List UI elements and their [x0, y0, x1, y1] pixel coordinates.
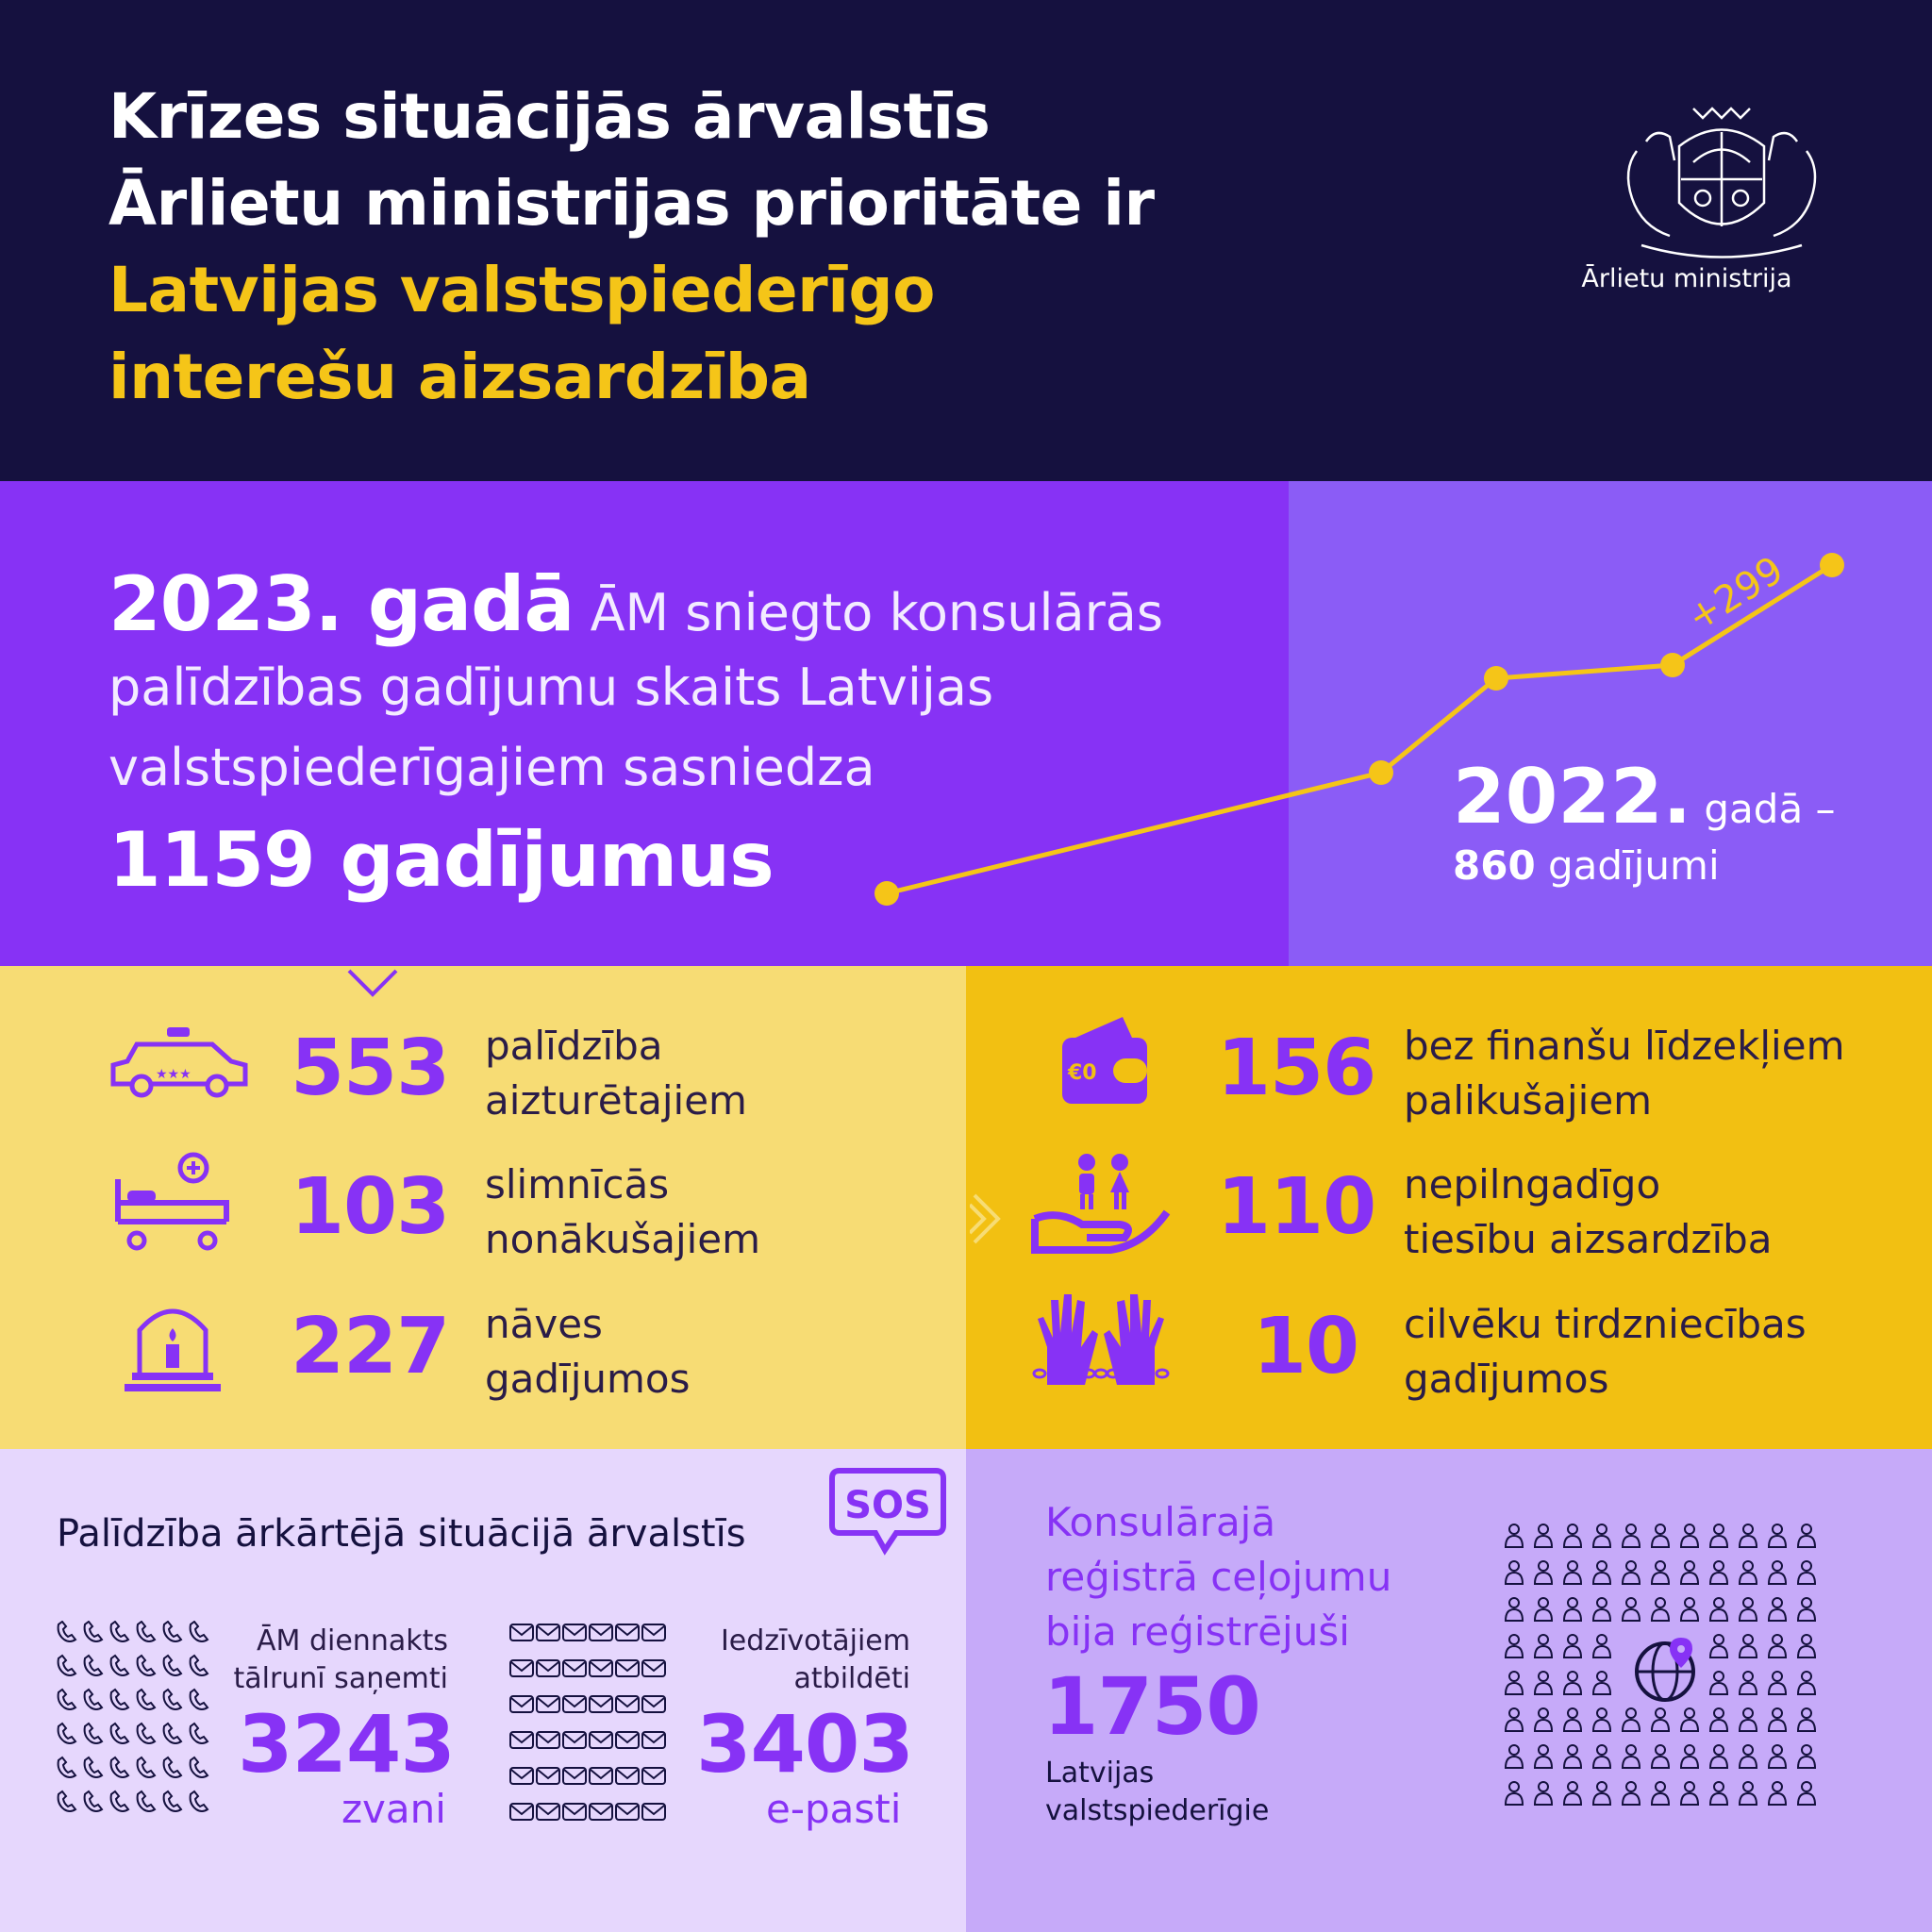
- person-icon: [1506, 1745, 1523, 1768]
- person-icon: [1593, 1635, 1610, 1657]
- phone-icon: [164, 1757, 181, 1777]
- phone-icon: [191, 1622, 208, 1641]
- person-icon: [1623, 1524, 1640, 1547]
- phone-icon: [111, 1757, 128, 1777]
- email-icon: [616, 1732, 639, 1748]
- previous-year-summary: 2022. gadā – 860 gadījumi: [1453, 753, 1836, 889]
- person-icon: [1535, 1782, 1552, 1805]
- svg-text:SOS: SOS: [844, 1484, 931, 1527]
- trend-point: [1820, 553, 1844, 577]
- person-icon: [1593, 1598, 1610, 1621]
- trend-point: [1484, 666, 1508, 691]
- coat-of-arms-icon: [1604, 94, 1840, 264]
- email-icon: [616, 1660, 639, 1676]
- case-label: nepilngadīgo tiesību aizsardzība: [1404, 1161, 1773, 1262]
- phone-icon: [85, 1724, 102, 1743]
- phone-icon: [138, 1757, 155, 1777]
- person-icon: [1740, 1598, 1757, 1621]
- email-icon: [563, 1768, 586, 1784]
- children-in-hand-icon: [1030, 1151, 1172, 1259]
- email-icon: [590, 1660, 612, 1676]
- person-icon: [1798, 1524, 1815, 1547]
- email-icon: [510, 1768, 533, 1784]
- person-icon: [1681, 1745, 1698, 1768]
- person-icon: [1506, 1708, 1523, 1731]
- person-icon: [1564, 1561, 1581, 1584]
- wallet-icon: [1057, 1009, 1160, 1113]
- phone-icon: [191, 1757, 208, 1777]
- person-icon: [1564, 1782, 1581, 1805]
- phone-icon: [164, 1690, 181, 1709]
- case-count: 553: [291, 1024, 450, 1113]
- person-icon: [1740, 1524, 1757, 1547]
- email-icon: [537, 1660, 559, 1676]
- person-icon: [1769, 1672, 1786, 1694]
- email-icon: [510, 1804, 533, 1820]
- email-icon: [590, 1624, 612, 1641]
- hospital-bed-icon: [113, 1151, 236, 1255]
- case-label: bez finanšu līdzekļiem palikušajiem: [1404, 1023, 1845, 1124]
- emails-value: 3403: [696, 1698, 913, 1790]
- person-icon: [1798, 1745, 1815, 1768]
- phone-icon: [85, 1656, 102, 1675]
- phone-icon: [164, 1791, 181, 1811]
- email-icon: [537, 1624, 559, 1641]
- registry-title: Konsulārajā reģistrā ceļojumu bija reģistrējuši: [1045, 1499, 1392, 1655]
- person-icon: [1769, 1598, 1786, 1621]
- person-icon: [1593, 1708, 1610, 1731]
- email-icon: [537, 1804, 559, 1820]
- person-icon: [1710, 1524, 1727, 1547]
- globe-pin-icon: [1637, 1638, 1693, 1700]
- email-icon: [616, 1624, 639, 1641]
- person-icon: [1710, 1598, 1727, 1621]
- summary-line-3: valstspiederīgajiem sasniedza: [108, 738, 875, 797]
- registry-subtitle: Latvijas valstspiederīgie: [1045, 1757, 1270, 1827]
- emails-label: Iedzīvotājiem atbildēti: [720, 1624, 910, 1695]
- phone-icon: [58, 1791, 75, 1811]
- email-icon: [642, 1696, 665, 1712]
- person-icon: [1652, 1745, 1669, 1768]
- phone-icon: [111, 1622, 128, 1641]
- person-icon: [1535, 1635, 1552, 1657]
- person-icon: [1798, 1782, 1815, 1805]
- case-count: 227: [291, 1302, 450, 1391]
- email-icon: [590, 1804, 612, 1820]
- person-icon: [1623, 1708, 1640, 1731]
- person-icon: [1652, 1561, 1669, 1584]
- person-icon: [1652, 1782, 1669, 1805]
- police-car-icon: [108, 1024, 250, 1099]
- phone-icon: [138, 1791, 155, 1811]
- case-count: 10: [1253, 1302, 1359, 1391]
- phone-icon: [191, 1724, 208, 1743]
- person-icon: [1652, 1524, 1669, 1547]
- person-icon: [1652, 1598, 1669, 1621]
- phone-icon: [111, 1690, 128, 1709]
- person-icon: [1740, 1782, 1757, 1805]
- email-grid-icon: [509, 1623, 670, 1821]
- chevron-right-icon: [970, 1191, 1004, 1247]
- phone-icon: [164, 1724, 181, 1743]
- person-icon: [1593, 1782, 1610, 1805]
- phone-icon: [85, 1791, 102, 1811]
- svg-text:★★★: ★★★: [156, 1067, 192, 1082]
- email-icon: [563, 1624, 586, 1641]
- emails-unit: e-pasti: [766, 1786, 902, 1832]
- person-icon: [1593, 1745, 1610, 1768]
- email-icon: [563, 1696, 586, 1712]
- phone-icon: [85, 1757, 102, 1777]
- email-icon: [537, 1768, 559, 1784]
- email-icon: [616, 1768, 639, 1784]
- person-icon: [1623, 1598, 1640, 1621]
- email-icon: [563, 1804, 586, 1820]
- phone-icon: [138, 1724, 155, 1743]
- person-icon: [1740, 1635, 1757, 1657]
- phone-icon: [191, 1690, 208, 1709]
- phone-icon: [85, 1690, 102, 1709]
- person-icon: [1535, 1524, 1552, 1547]
- headline-line-4: interešu aizsardzība: [108, 341, 811, 413]
- email-icon: [563, 1660, 586, 1676]
- person-icon: [1564, 1524, 1581, 1547]
- person-icon: [1535, 1561, 1552, 1584]
- person-icon: [1593, 1524, 1610, 1547]
- person-icon: [1652, 1708, 1669, 1731]
- email-icon: [510, 1696, 533, 1712]
- sos-bubble-icon: [828, 1467, 947, 1557]
- email-icon: [642, 1732, 665, 1748]
- logo-caption: Ārlietu ministrija: [1581, 264, 1792, 293]
- person-icon: [1564, 1672, 1581, 1694]
- person-icon: [1506, 1524, 1523, 1547]
- person-icon: [1535, 1708, 1552, 1731]
- email-icon: [616, 1696, 639, 1712]
- person-icon: [1623, 1782, 1640, 1805]
- case-label: slimnīcās nonākušajiem: [485, 1161, 761, 1262]
- person-icon: [1710, 1745, 1727, 1768]
- summary-line-1: 2023. gadā ĀM sniegto konsulārās: [108, 560, 1163, 648]
- people-grid-icon: [1502, 1519, 1828, 1830]
- person-icon: [1798, 1598, 1815, 1621]
- email-icon: [537, 1696, 559, 1712]
- phone-icon: [58, 1724, 75, 1743]
- person-icon: [1535, 1598, 1552, 1621]
- trend-point: [1369, 760, 1393, 785]
- person-icon: [1740, 1745, 1757, 1768]
- person-icon: [1681, 1782, 1698, 1805]
- person-icon: [1506, 1635, 1523, 1657]
- person-icon: [1564, 1635, 1581, 1657]
- calls-value: 3243: [238, 1698, 455, 1790]
- person-icon: [1535, 1745, 1552, 1768]
- person-icon: [1798, 1561, 1815, 1584]
- person-icon: [1769, 1635, 1786, 1657]
- person-icon: [1593, 1561, 1610, 1584]
- person-icon: [1535, 1672, 1552, 1694]
- person-icon: [1798, 1635, 1815, 1657]
- person-icon: [1681, 1598, 1698, 1621]
- svg-text:€0: €0: [1068, 1061, 1097, 1085]
- person-icon: [1564, 1708, 1581, 1731]
- phone-icon: [191, 1791, 208, 1811]
- case-count: 103: [291, 1162, 450, 1252]
- emergency-title: Palīdzība ārkārtējā situācijā ārvalstīs: [57, 1512, 746, 1556]
- email-icon: [590, 1732, 612, 1748]
- email-icon: [510, 1660, 533, 1676]
- email-icon: [642, 1804, 665, 1820]
- person-icon: [1798, 1672, 1815, 1694]
- email-icon: [642, 1624, 665, 1641]
- phone-icon: [191, 1656, 208, 1675]
- phone-grid-icon: [55, 1621, 215, 1828]
- person-icon: [1769, 1524, 1786, 1547]
- person-icon: [1506, 1561, 1523, 1584]
- calls-label: ĀM diennakts tālrunī saņemti: [233, 1624, 448, 1695]
- phone-icon: [58, 1690, 75, 1709]
- person-icon: [1681, 1708, 1698, 1731]
- chevron-down-icon: [344, 966, 401, 1000]
- person-icon: [1769, 1561, 1786, 1584]
- person-icon: [1710, 1672, 1727, 1694]
- phone-icon: [164, 1622, 181, 1641]
- person-icon: [1798, 1708, 1815, 1731]
- person-icon: [1623, 1561, 1640, 1584]
- headline-line-2: Ārlietu ministrijas prioritāte ir: [108, 167, 1155, 240]
- email-icon: [510, 1624, 533, 1641]
- phone-icon: [85, 1622, 102, 1641]
- person-icon: [1681, 1561, 1698, 1584]
- person-icon: [1710, 1561, 1727, 1584]
- person-icon: [1564, 1745, 1581, 1768]
- summary-total: 1159 gadījumus: [108, 816, 774, 904]
- phone-icon: [138, 1656, 155, 1675]
- email-icon: [642, 1768, 665, 1784]
- person-icon: [1623, 1745, 1640, 1768]
- phone-icon: [138, 1622, 155, 1641]
- email-icon: [510, 1732, 533, 1748]
- person-icon: [1681, 1524, 1698, 1547]
- registry-value: 1750: [1043, 1660, 1260, 1753]
- email-icon: [642, 1660, 665, 1676]
- person-icon: [1564, 1598, 1581, 1621]
- phone-icon: [111, 1656, 128, 1675]
- chained-hands-icon: [1030, 1291, 1172, 1394]
- person-icon: [1740, 1672, 1757, 1694]
- email-icon: [616, 1804, 639, 1820]
- email-icon: [537, 1732, 559, 1748]
- headline-line-3: Latvijas valstspiederīgo: [108, 254, 935, 326]
- case-count: 156: [1217, 1024, 1376, 1113]
- email-icon: [590, 1696, 612, 1712]
- person-icon: [1769, 1745, 1786, 1768]
- increase-label: +299: [1679, 548, 1791, 641]
- phone-icon: [138, 1690, 155, 1709]
- person-icon: [1769, 1782, 1786, 1805]
- summary-line-2: palīdzības gadījumu skaits Latvijas: [108, 658, 994, 717]
- person-icon: [1769, 1708, 1786, 1731]
- email-icon: [563, 1732, 586, 1748]
- case-label: nāves gadījumos: [485, 1301, 691, 1402]
- phone-icon: [58, 1622, 75, 1641]
- phone-icon: [164, 1656, 181, 1675]
- person-icon: [1506, 1598, 1523, 1621]
- case-label: cilvēku tirdzniecības gadījumos: [1404, 1301, 1807, 1402]
- headline-line-1: Krīzes situācijās ārvalstīs: [108, 80, 991, 153]
- trend-point: [874, 881, 899, 906]
- person-icon: [1710, 1635, 1727, 1657]
- person-icon: [1506, 1672, 1523, 1694]
- person-icon: [1506, 1782, 1523, 1805]
- case-label: palīdzība aizturētajiem: [485, 1023, 747, 1124]
- email-icon: [590, 1768, 612, 1784]
- case-count: 110: [1217, 1162, 1376, 1252]
- calls-unit: zvani: [341, 1786, 446, 1832]
- person-icon: [1710, 1782, 1727, 1805]
- trend-point: [1660, 653, 1685, 677]
- phone-icon: [111, 1724, 128, 1743]
- phone-icon: [58, 1757, 75, 1777]
- memorial-candle-icon: [121, 1292, 225, 1396]
- person-icon: [1740, 1561, 1757, 1584]
- person-icon: [1593, 1672, 1610, 1694]
- phone-icon: [58, 1656, 75, 1675]
- phone-icon: [111, 1791, 128, 1811]
- person-icon: [1740, 1708, 1757, 1731]
- person-icon: [1710, 1708, 1727, 1731]
